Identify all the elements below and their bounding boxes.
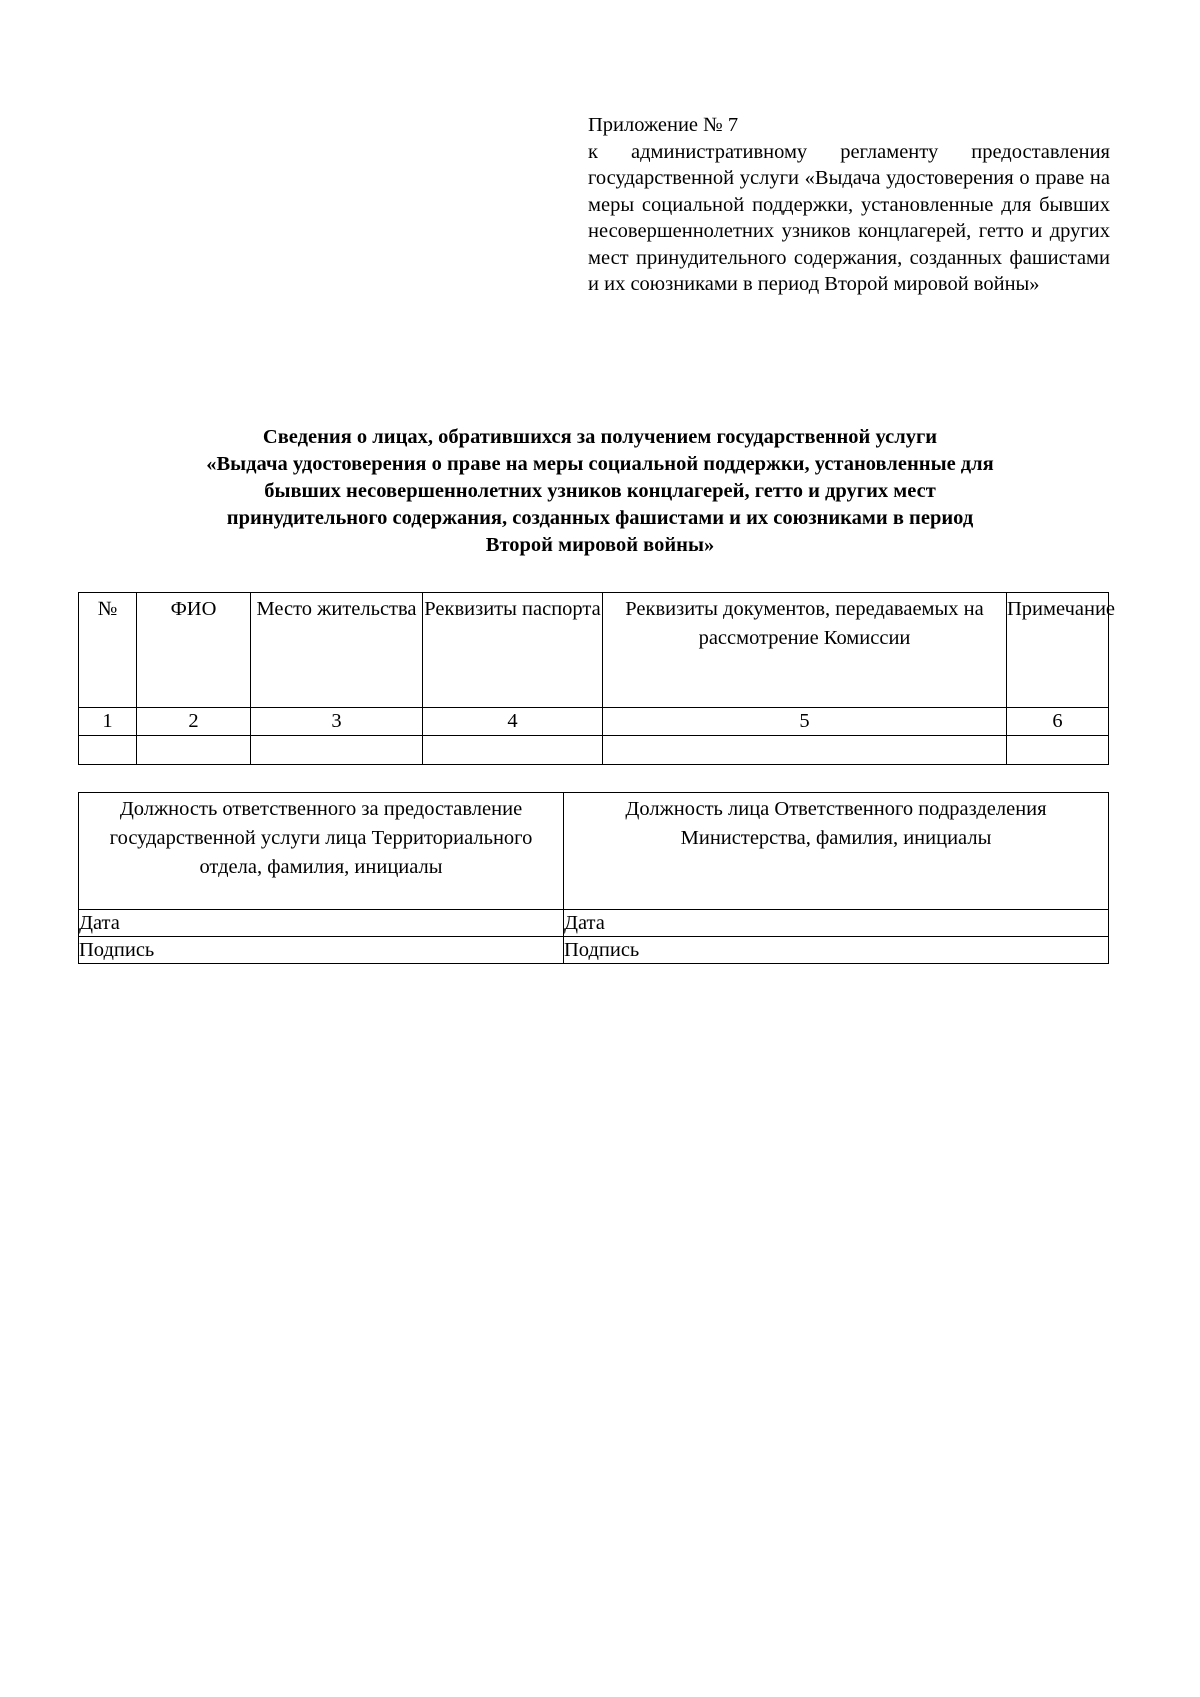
header-fio: ФИО <box>137 593 251 708</box>
signature-table <box>78 792 1109 964</box>
column-number-cell: 5 <box>603 708 1007 736</box>
column-number-cell: 1 <box>79 708 137 736</box>
appendix-block <box>588 112 1110 298</box>
heading-line: Сведения о лицах, обратившихся за получением государственной услуги <box>262 426 938 448</box>
table-row <box>79 708 1109 736</box>
empty-cell <box>79 736 137 765</box>
table-row <box>79 736 1109 765</box>
date-label-right: Дата <box>564 910 1109 937</box>
signature-label-right: Подпись <box>564 937 1109 964</box>
empty-cell <box>603 736 1007 765</box>
empty-cell <box>251 736 423 765</box>
empty-cell <box>137 736 251 765</box>
header-note: Примечание <box>1007 593 1109 708</box>
empty-cell <box>1007 736 1109 765</box>
table-row <box>79 937 1109 964</box>
header-passport: Реквизиты паспорта <box>423 593 603 708</box>
signature-label-left: Подпись <box>79 937 564 964</box>
table-row <box>79 910 1109 937</box>
table-header-row <box>79 593 1109 708</box>
date-label-left: Дата <box>79 910 564 937</box>
heading-line: принудительного содержания, созданных фашистами и их союзниками в период <box>226 507 974 529</box>
column-number-cell: 4 <box>423 708 603 736</box>
appendix-text: к административному регламенту предоставления государственной услуги «Выдача удостоверения о праве на меры социальной поддержки, установленные для бывших несовершеннолетних узников концлагерей, гетто и других мест принудительного содержания, созданных фашистами и их союзниками в период Второй мировой войны» <box>588 140 1110 295</box>
header-residence: Место жительства <box>251 593 423 708</box>
column-number-cell: 3 <box>251 708 423 736</box>
heading-line: бывших несовершеннолетних узников концлагерей, гетто и других мест <box>264 480 936 502</box>
table-row <box>79 793 1109 910</box>
header-number: № <box>79 593 137 708</box>
heading-line: «Выдача удостоверения о праве на меры социальной поддержки, установленные для <box>206 453 994 475</box>
column-number-cell: 6 <box>1007 708 1109 736</box>
appendix-number: Приложение № 7 <box>588 114 739 136</box>
column-number-cell: 2 <box>137 708 251 736</box>
document-heading <box>100 424 1100 559</box>
heading-line: Второй мировой войны» <box>485 534 715 556</box>
territorial-officer-role: Должность ответственного за предоставление государственной услуги лица Территориального отдела, фамилия, инициалы <box>79 793 564 910</box>
header-documents: Реквизиты документов, передаваемых на рассмотрение Комиссии <box>603 593 1007 708</box>
applicants-table <box>78 592 1116 765</box>
ministry-officer-role: Должность лица Ответственного подразделения Министерства, фамилия, инициалы <box>564 793 1109 910</box>
empty-cell <box>423 736 603 765</box>
